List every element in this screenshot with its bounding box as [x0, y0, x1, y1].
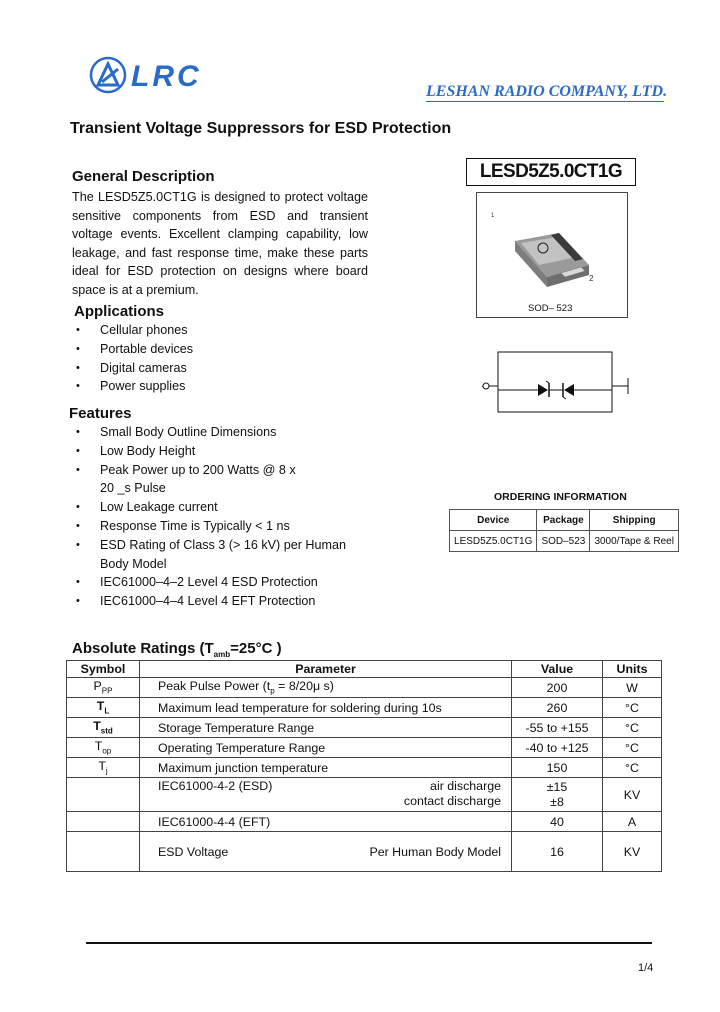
symbol-sub: op: [102, 746, 112, 756]
symbol-cell: [67, 758, 140, 778]
value-cell: -55 to +155: [512, 718, 603, 738]
air-value: ±15: [546, 779, 568, 794]
value-cell: -40 to +125: [512, 738, 603, 758]
unit-cell: °C: [603, 738, 662, 758]
symbol-cell: [67, 778, 140, 812]
value-cell: 40: [512, 812, 603, 832]
ordering-table: [449, 509, 679, 552]
ordering-shipping: 3000/Tape & Reel: [590, 531, 679, 552]
table-row: [450, 510, 679, 531]
symbol-text: T: [98, 759, 106, 774]
package-image: [477, 193, 627, 317]
esd-param: IEC61000-4-2 (ESD): [158, 779, 273, 793]
list-item: • IEC61000–4–4 Level 4 EFT Protection: [72, 592, 372, 611]
ratings-header-symbol: Symbol: [67, 661, 140, 678]
parameter-sub: p: [270, 686, 275, 696]
ratings-table: [66, 660, 662, 872]
company-name: LESHAN RADIO COMPANY, LTD.: [426, 83, 668, 100]
ordering-device: LESD5Z5.0CT1G: [450, 531, 537, 552]
features-list: [72, 423, 372, 611]
symbol-sub: j: [105, 766, 108, 776]
table-row: [67, 661, 662, 678]
symbol-cell: [67, 812, 140, 832]
parameter-cell: [140, 778, 512, 812]
parameter-tail: = 8/20μ s): [274, 679, 334, 694]
table-row: [67, 738, 662, 758]
unit-cell: °C: [603, 698, 662, 718]
hbm-param: ESD Voltage: [158, 844, 229, 859]
list-item: • ESD Rating of Class 3 (> 16 kV) per Human Body Model: [72, 536, 350, 574]
unit-cell: °C: [603, 758, 662, 778]
table-row: [67, 718, 662, 738]
symbol-text: T: [94, 739, 103, 754]
parameter-cell: Operating Temperature Range: [140, 738, 512, 758]
value-cell: 200: [512, 678, 603, 698]
contact-discharge: contact discharge: [403, 794, 501, 808]
ordering-header-device: Device: [450, 510, 537, 531]
symbol-text: P: [93, 679, 102, 694]
list-item: • Digital cameras: [72, 359, 193, 378]
ratings-heading-text: Absolute Ratings (T: [72, 640, 214, 657]
unit-cell: KV: [603, 778, 662, 812]
value-cell: 260: [512, 698, 603, 718]
ordering-header-package: Package: [537, 510, 590, 531]
applications-list: [72, 321, 193, 396]
symbol-cell: [67, 832, 140, 872]
symbol-sub: L: [104, 706, 110, 716]
package-box: [476, 192, 628, 318]
list-item: • Peak Power up to 200 Watts @ 8 x 20 _s Pulse: [72, 461, 310, 499]
general-heading: General Description: [72, 168, 215, 185]
pin1-label: 1: [491, 213, 495, 219]
symbol-sub: std: [100, 726, 113, 736]
table-row: [67, 678, 662, 698]
parameter-cell: [140, 832, 512, 872]
page-number: 1/4: [638, 962, 654, 974]
symbol-text: T: [93, 719, 101, 734]
parameter-cell: [140, 678, 512, 698]
value-cell: 16: [512, 832, 603, 872]
general-text: The LESD5Z5.0CT1G is designed to protect voltage sensitive components from ESD and transient voltage events. Excellent clamping capability, low leakage, and fast response time, make these parts ideal for ESD protection on designs where board space is at a premium.: [72, 190, 368, 297]
contact-value: ±8: [550, 794, 564, 809]
symbol-cell: [67, 738, 140, 758]
table-row: [67, 698, 662, 718]
symbol-sub: PP: [101, 686, 113, 696]
ordering-package: SOD–523: [537, 531, 590, 552]
package-label: SOD– 523: [528, 303, 573, 314]
air-discharge: air discharge: [430, 779, 501, 793]
ratings-heading-sub: amb: [213, 650, 231, 659]
ordering-heading: ORDERING INFORMATION: [494, 491, 627, 503]
parameter-cell: Storage Temperature Range: [140, 718, 512, 738]
unit-cell: A: [603, 812, 662, 832]
hbm-note: Per Human Body Model: [369, 844, 501, 859]
ratings-heading: [72, 640, 282, 659]
list-item: • Response Time is Typically < 1 ns: [72, 517, 372, 536]
lrc-logo-icon: [88, 55, 128, 95]
ratings-heading-tail: =25°C ): [230, 640, 282, 657]
list-item: • Low Body Height: [72, 442, 372, 461]
list-item: • Cellular phones: [72, 321, 193, 340]
symbol-text: T: [96, 699, 105, 714]
value-cell: 150: [512, 758, 603, 778]
unit-cell: °C: [603, 718, 662, 738]
parameter-text: Peak Pulse Power (t: [158, 679, 271, 694]
symbol-cell: [67, 678, 140, 698]
tvs-diode-symbol: [478, 348, 634, 418]
table-row: [67, 832, 662, 872]
symbol-cell: [67, 698, 140, 718]
ratings-header-value: Value: [512, 661, 603, 678]
page-title: Transient Voltage Suppressors for ESD Protection: [70, 120, 452, 137]
value-cell: [512, 778, 603, 812]
features-heading: Features: [69, 405, 132, 422]
table-row: [450, 531, 679, 552]
parameter-cell: Maximum lead temperature for soldering during 10s: [140, 698, 512, 718]
ordering-header-shipping: Shipping: [590, 510, 679, 531]
list-item: • Small Body Outline Dimensions: [72, 423, 372, 442]
table-row: [67, 758, 662, 778]
company-underline: [426, 101, 664, 102]
list-item: • Power supplies: [72, 377, 193, 396]
list-item: • Portable devices: [72, 340, 193, 359]
parameter-cell: IEC61000-4-4 (EFT): [140, 812, 512, 832]
list-item: • Low Leakage current: [72, 498, 372, 517]
ratings-header-parameter: Parameter: [140, 661, 512, 678]
applications-heading: Applications: [74, 303, 165, 320]
pin2-label: 2: [589, 274, 594, 283]
unit-cell: W: [603, 678, 662, 698]
unit-cell: KV: [603, 832, 662, 872]
table-row: [67, 812, 662, 832]
table-row: [67, 778, 662, 812]
list-item: • IEC61000–4–2 Level 4 ESD Protection: [72, 573, 372, 592]
footer-rule: [86, 942, 652, 944]
symbol-cell: [67, 718, 140, 738]
ratings-header-units: Units: [603, 661, 662, 678]
part-number: LESD5Z5.0CT1G: [466, 158, 636, 186]
logo-text: LRC: [131, 60, 202, 93]
parameter-cell: Maximum junction temperature: [140, 758, 512, 778]
